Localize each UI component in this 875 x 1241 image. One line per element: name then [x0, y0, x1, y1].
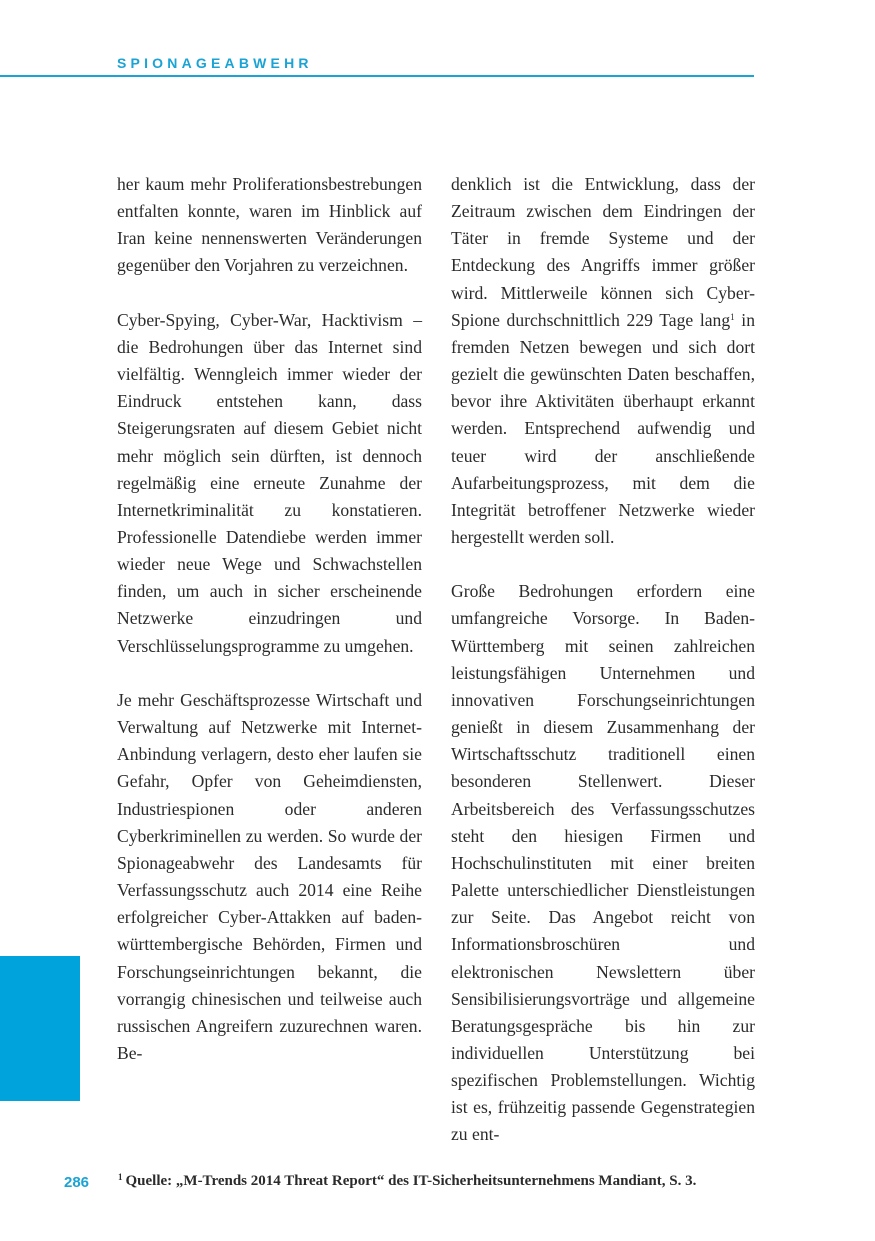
paragraph: Große Bedrohungen erfordern eine umfangreiche Vorsorge. In Baden-Württemberg mit seinen zahlreichen leistungsfähigen Unternehmen und innovativen Forschungseinrichtungen genießt in diesem Zusammenhang der Wirtschaftsschutz traditionell einen besonderen Stellenwert. Dieser Arbeitsbereich des Verfassungsschutzes steht den hiesigen Firmen und Hochschulinstituten mit einer breiten Palette unterschiedlicher Dienstleistungen zur Seite. Das Angebot reicht von Informationsbroschüren und elektronischen Newslettern über Sensibilisierungsvorträge und allgemeine Beratungsgespräche bis hin zur individuellen Unterstützung bei spezifischen Problemstellungen. Wichtig ist es, frühzeitig passende Gegenstrategien zu ent-: [451, 581, 755, 1145]
right-column: [451, 171, 755, 1149]
side-tab-marker: [0, 956, 80, 1101]
paragraph: [451, 171, 755, 551]
paragraph-text: in fremden Netzen bewegen und sich dort gezielt die gewünschten Daten beschaffen, bevor ihre Aktivitäten überhaupt erkannt werden. Entsprechend aufwendig und teuer wird der anschließende Aufarbeitungsprozess, mit dem die Integrität betroffener Netzwerke wieder hergestellt werden soll.: [451, 309, 755, 548]
paragraph: her kaum mehr Proliferationsbestrebungen entfalten konnte, waren im Hinblick auf Iran keine nennenswerten Veränderungen gegenüber den Vorjahren zu verzeichnen.: [117, 174, 422, 276]
running-header: SPIONAGEABWEHR: [117, 55, 313, 71]
footnote: [118, 1173, 696, 1190]
paragraph: Je mehr Geschäftsprozesse Wirtschaft und Verwaltung auf Netzwerke mit Internet-Anbindung verlagern, desto eher laufen sie Gefahr, Opfer von Geheimdiensten, Industriespionen oder anderen Cyberkriminellen zu werden. So wurde der Spionageabwehr des Landesamts für Verfassungsschutz auch 2014 eine Reihe erfolgreicher Cyber-Attakken auf baden-württembergische Behörden, Firmen und Forschungseinrichtungen bekannt, die vorrangig chinesischen und teilweise auch russischen Angreifern zuzurechnen waren. Be-: [117, 689, 422, 1063]
footnote-reference: 1: [730, 311, 735, 322]
footnote-text: Quelle: „M-Trends 2014 Threat Report“ des IT-Sicherheitsunternehmens Mandiant, S. 3.: [125, 1173, 697, 1189]
paragraph: Cyber-Spying, Cyber-War, Hacktivism – die Bedrohungen über das Internet sind vielfältig. Wenngleich immer wieder der Eindruck entstehen kann, dass Steigerungsraten auf diesem Gebiet nicht mehr möglich sein dürften, ist dennoch regelmäßig eine erneute Zunahme der Internetkriminalität zu konstatieren. Professionelle Datendiebe werden immer wieder neue Wege und Schwachstellen finden, um auch in sicher erscheinende Netzwerke einzudringen und Verschlüsselungsprogramme zu umgehen.: [117, 309, 422, 656]
left-column: [117, 171, 422, 1067]
footnote-marker: 1: [118, 1172, 123, 1182]
header-rule: [0, 75, 754, 77]
page-number: 286: [64, 1174, 90, 1191]
paragraph-text: denklich ist die Entwicklung, dass der Zeitraum zwischen dem Eindringen der Täter in fremde Systeme und der Entdeckung des Angriffs immer größer wird. Mittlerweile können sich Cyber-Spione durchschnittlich 229 Tage lang: [451, 174, 755, 330]
